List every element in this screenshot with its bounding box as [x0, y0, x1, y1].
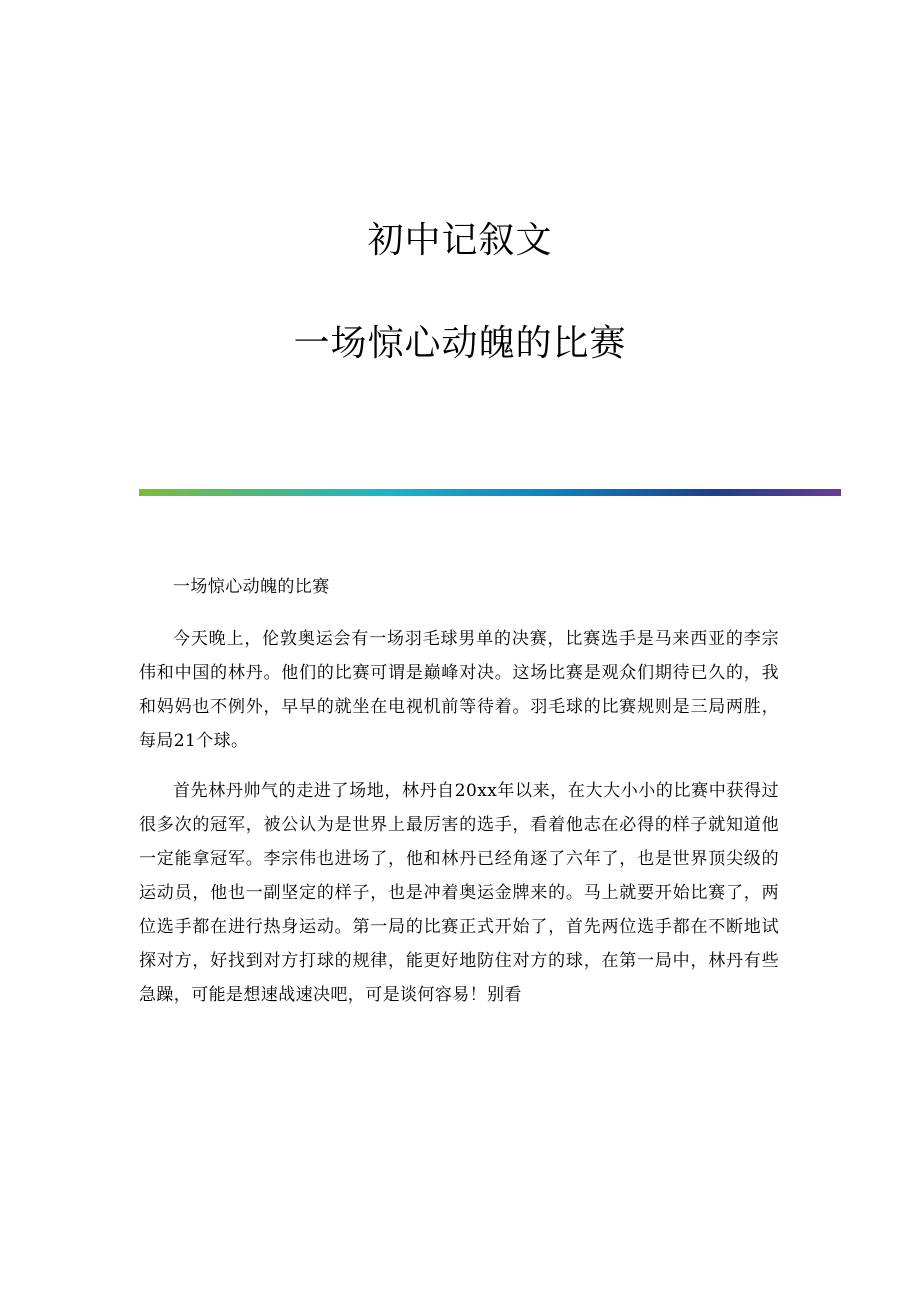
essay-heading: 一场惊心动魄的比赛 — [173, 577, 330, 597]
paragraph: 今天晚上，伦敦奥运会有一场羽毛球男单的决赛，比赛选手是马来西亚的李宗伟和中国的林丹。他们的比赛可谓是巅峰对决。这场比赛是观众们期待已久的，我和妈妈也不例外，早早的就坐在电视机前等待着。羽毛球的比赛规则是三局两胜，每局21个球。 — [139, 629, 779, 751]
document-subtitle: 一场惊心动魄的比赛 — [293, 323, 627, 364]
paragraph: 首先林丹帅气的走进了场地，林丹自20xx年以来，在大大小小的比赛中获得过很多次的冠军，被公认为是世界上最厉害的选手，看着他志在必得的样子就知道他一定能拿冠军。李宗伟也进场了，他和林丹已经角逐了六年了，也是世界顶尖级的运动员，他也一副坚定的样子，也是冲着奥运金牌来的。马上就要开始比赛了，两位选手都在进行热身运动。第一局的比赛正式开始了，首先两位选手都在不断地试探对方，好找到对方打球的规律，能更好地防住对方的球，在第一局中，林丹有些急躁，可能是想速战速决吧，可是谈何容易！别看 — [139, 781, 779, 1005]
document-body — [139, 570, 779, 1028]
gradient-divider — [139, 489, 841, 496]
document-title: 初中记叙文 — [367, 220, 553, 261]
